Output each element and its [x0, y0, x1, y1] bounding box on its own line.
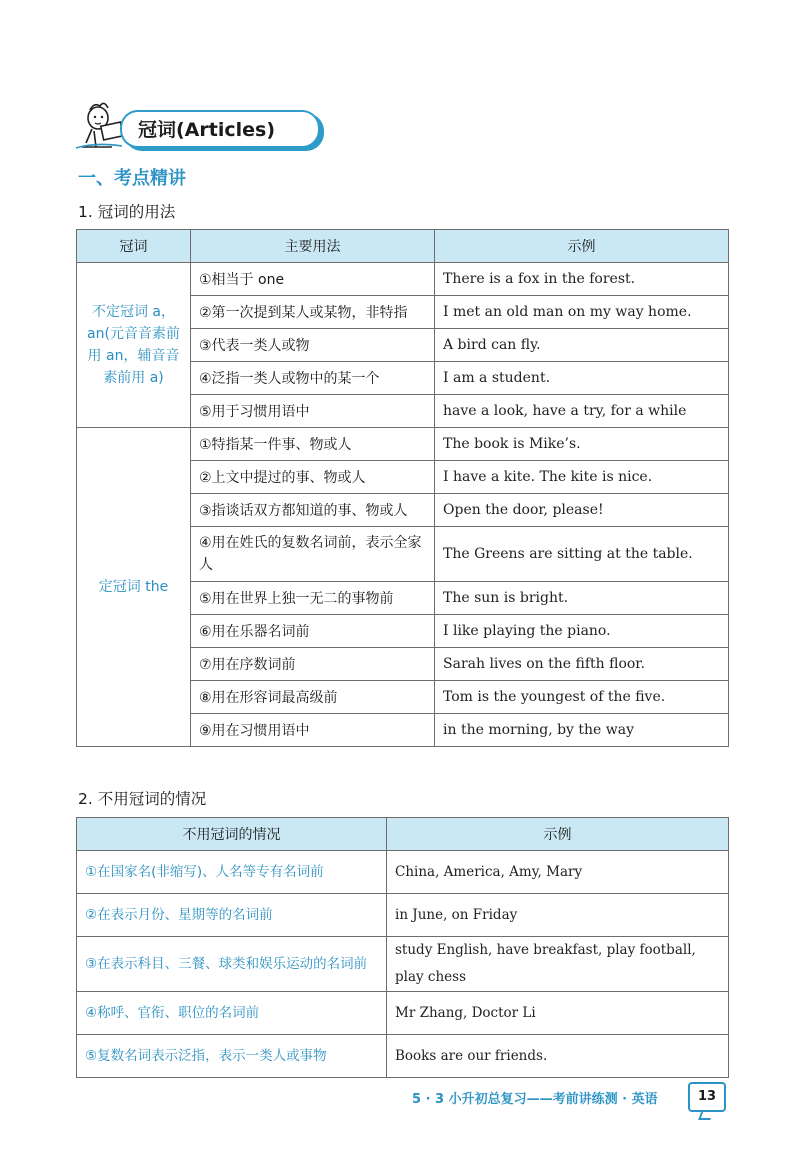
example-cell: Mr Zhang, Doctor Li: [387, 992, 729, 1035]
subsection-title-no-article: 2. 不用冠词的情况: [78, 790, 207, 808]
usage-cell: ①特指某一件事、物或人: [191, 428, 435, 461]
case-cell: ④称呼、官衔、职位的名词前: [77, 992, 387, 1035]
usage-cell: ⑥用在乐器名词前: [191, 615, 435, 648]
usage-cell: ②上文中提过的事、物或人: [191, 461, 435, 494]
example-cell: The Greens are sitting at the table.: [435, 527, 729, 582]
usage-cell: ②第一次提到某人或某物，非特指: [191, 296, 435, 329]
footer-book-title: 5 · 3 小升初总复习——考前讲练测 · 英语: [412, 1092, 658, 1107]
column-header: 不用冠词的情况: [77, 818, 387, 851]
column-header: 主要用法: [191, 230, 435, 263]
subsection-title-usage: 1. 冠词的用法: [78, 203, 176, 221]
usage-cell: ⑧用在形容词最高级前: [191, 681, 435, 714]
example-cell: I have a kite. The kite is nice.: [435, 461, 729, 494]
example-cell: in the morning, by the way: [435, 714, 729, 747]
page-corner-icon: [698, 1110, 714, 1120]
article-category: 定冠词 the: [77, 428, 191, 747]
example-cell: I am a student.: [435, 362, 729, 395]
section-badge-label: 冠词(Articles): [138, 119, 276, 141]
table-row: [77, 1035, 729, 1078]
case-cell: ⑤复数名词表示泛指，表示一类人或事物: [77, 1035, 387, 1078]
table-row: [77, 851, 729, 894]
example-cell: Books are our friends.: [387, 1035, 729, 1078]
example-cell: I like playing the piano.: [435, 615, 729, 648]
example-cell: China, America, Amy, Mary: [387, 851, 729, 894]
table-row: [77, 428, 729, 461]
usage-cell: ③指谈话双方都知道的事、物或人: [191, 494, 435, 527]
table-row: [77, 263, 729, 296]
column-header: 示例: [435, 230, 729, 263]
example-cell: There is a fox in the forest.: [435, 263, 729, 296]
column-header: 冠词: [77, 230, 191, 263]
no-article-table: [76, 817, 729, 1078]
article-category: 不定冠词 a，an(元音音素前用 an，辅音音素前用 a): [77, 263, 191, 428]
example-cell: Tom is the youngest of the five.: [435, 681, 729, 714]
section-header: [72, 98, 292, 158]
article-usage-table: [76, 229, 729, 747]
example-cell: have a look, have a try, for a while: [435, 395, 729, 428]
case-cell: ③在表示科目、三餐、球类和娱乐运动的名词前: [77, 937, 387, 992]
page-number: 13: [688, 1082, 726, 1112]
table-header-row: [77, 818, 729, 851]
case-cell: ②在表示月份、星期等的名词前: [77, 894, 387, 937]
example-cell: A bird can fly.: [435, 329, 729, 362]
case-cell: ①在国家名(非缩写)、人名等专有名词前: [77, 851, 387, 894]
usage-cell: ⑨用在习惯用语中: [191, 714, 435, 747]
usage-cell: ⑦用在序数词前: [191, 648, 435, 681]
usage-cell: ④泛指一类人或物中的某一个: [191, 362, 435, 395]
usage-cell: ③代表一类人或物: [191, 329, 435, 362]
table-row: [77, 992, 729, 1035]
usage-cell: ④用在姓氏的复数名词前，表示全家人: [191, 527, 435, 582]
table-row: [77, 937, 729, 992]
section-title: 一、考点精讲: [78, 168, 186, 189]
column-header: 示例: [387, 818, 729, 851]
table-header-row: [77, 230, 729, 263]
usage-cell: ⑤用在世界上独一无二的事物前: [191, 582, 435, 615]
example-cell: Open the door, please!: [435, 494, 729, 527]
usage-cell: ⑤用于习惯用语中: [191, 395, 435, 428]
example-cell: I met an old man on my way home.: [435, 296, 729, 329]
table-row: [77, 894, 729, 937]
example-cell: The sun is bright.: [435, 582, 729, 615]
example-cell: study English, have breakfast, play football, play chess: [387, 937, 729, 992]
example-cell: in June, on Friday: [387, 894, 729, 937]
usage-cell: ①相当于 one: [191, 263, 435, 296]
section-badge: [120, 110, 320, 148]
example-cell: Sarah lives on the fifth floor.: [435, 648, 729, 681]
example-cell: The book is Mike’s.: [435, 428, 729, 461]
